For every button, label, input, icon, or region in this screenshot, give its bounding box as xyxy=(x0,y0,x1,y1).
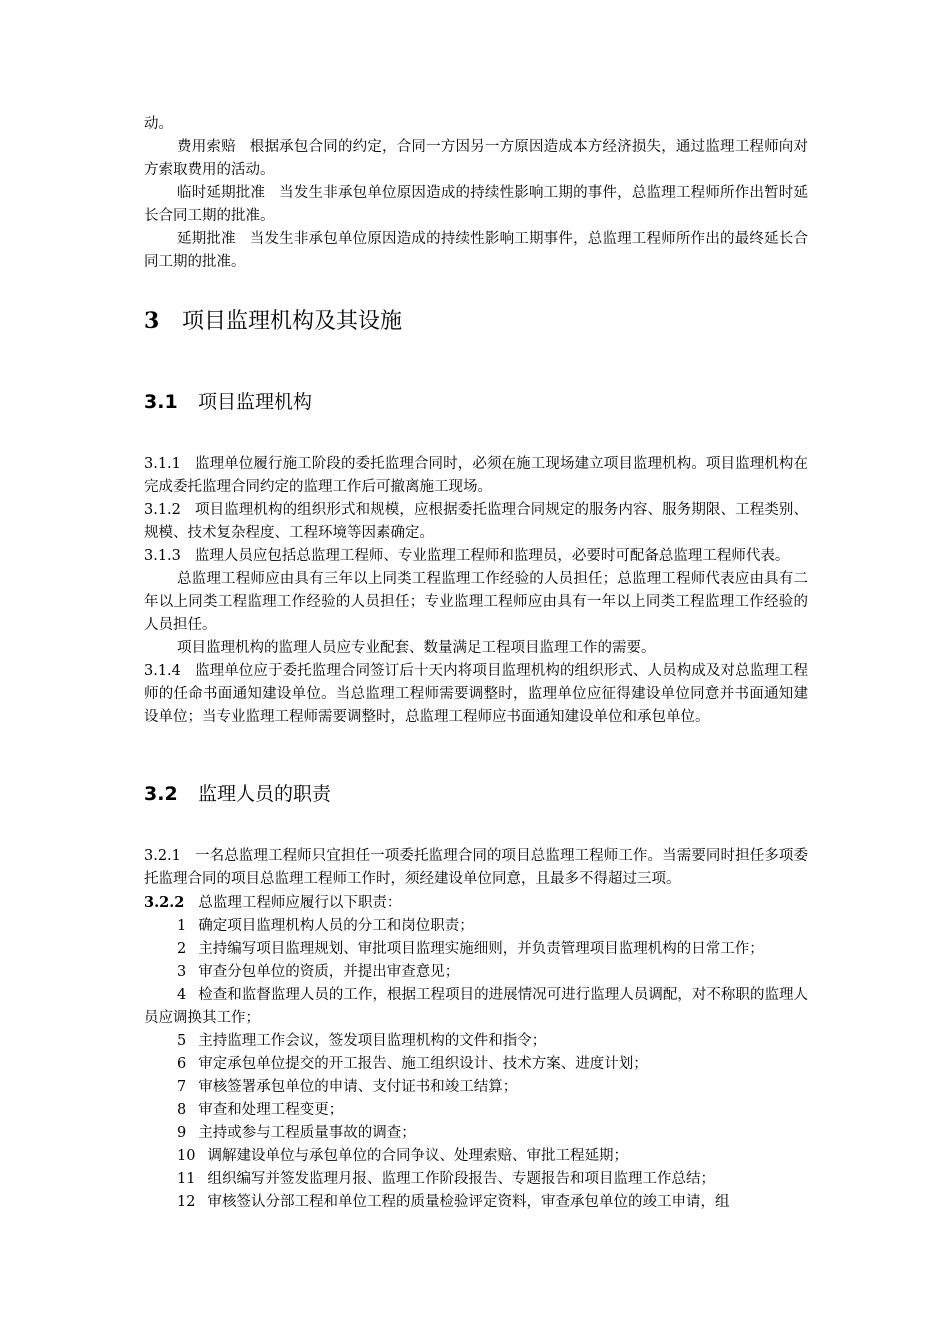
continued-text: 动。 xyxy=(144,116,173,132)
clause-number: 3.1.1 xyxy=(144,456,181,472)
clause-text: 监理单位应于委托监理合同签订后十天内将项目监理机构的组织形式、人员构成及对总监理工程师的任命书面通知建设单位。当总监理工程师需要调整时，监理单位应征得建设单位同意并书面通知建设单位；当专业监理工程师需要调整时，总监理工程师应书面通知建设单位和承包单位。 xyxy=(144,663,808,725)
duty-number: 5 xyxy=(177,1033,187,1049)
duty-number: 6 xyxy=(177,1056,187,1072)
subsection-title: 项目监理机构 xyxy=(198,391,313,413)
duty-item xyxy=(144,915,808,938)
clause xyxy=(144,891,808,915)
section-number: 3 xyxy=(144,308,160,334)
duty-text: 调解建设单位与承包单位的合同争议、处理索赔、审批工程延期； xyxy=(207,1148,628,1164)
paragraph: 项目监理机构的监理人员应专业配套、数量满足工程项目监理工作的需要。 xyxy=(177,640,656,656)
clause-number: 3.1.3 xyxy=(144,548,181,564)
duty-text: 审查和处理工程变更； xyxy=(198,1102,344,1118)
duty-item xyxy=(144,1191,808,1214)
duty-item xyxy=(144,1030,808,1053)
duty-item xyxy=(144,1168,808,1191)
clause-text: 总监理工程师应履行以下职责： xyxy=(198,895,402,911)
duty-item xyxy=(144,938,808,961)
duty-text: 审查分包单位的资质，并提出审查意见； xyxy=(198,964,460,980)
duty-number: 12 xyxy=(177,1194,196,1210)
clause-text: 一名总监理工程师只宜担任一项委托监理合同的项目总监理工程师工作。当需要同时担任多项委托监理合同的项目总监理工程师工作时，须经建设单位同意，且最多不得超过三项。 xyxy=(144,848,808,887)
duty-number: 2 xyxy=(177,941,187,957)
duty-item xyxy=(144,1076,808,1099)
clause-text: 项目监理机构的组织形式和规模，应根据委托监理合同规定的服务内容、服务期限、工程类别、规模、技术复杂程度、工程环境等因素确定。 xyxy=(144,502,808,541)
clause-number: 3.2.1 xyxy=(144,848,181,864)
duty-item xyxy=(144,1122,808,1145)
clause-number: 3.2.2 xyxy=(144,894,185,911)
duty-item xyxy=(144,961,808,984)
duty-text: 审核签认分部工程和单位工程的质量检验评定资料，审查承包单位的竣工申请，组 xyxy=(207,1194,730,1210)
clause xyxy=(144,545,808,568)
duty-number: 3 xyxy=(177,964,187,980)
duty-text: 审核签署承包单位的申请、支付证书和竣工结算； xyxy=(198,1079,518,1095)
term-definition xyxy=(144,136,808,182)
term-name: 临时延期批准 xyxy=(177,185,266,201)
subsection-heading xyxy=(144,389,808,415)
duty-text: 主持编写项目监理规划、审批项目监理实施细则，并负责管理项目监理机构的日常工作； xyxy=(198,941,764,957)
clause-text: 监理人员应包括总监理工程师、专业监理工程师和监理员，必要时可配备总监理工程师代表。 xyxy=(194,548,790,564)
duty-number: 11 xyxy=(177,1171,196,1187)
clause-text: 监理单位履行施工阶段的委托监理合同时，必须在施工现场建立项目监理机构。项目监理机构在完成委托监理合同约定的监理工作后可撤离施工现场。 xyxy=(144,456,808,495)
clause xyxy=(144,660,808,729)
subsection-number: 3.2 xyxy=(144,783,178,805)
duty-text: 组织编写并签发监理月报、监理工作阶段报告、专题报告和项目监理工作总结； xyxy=(207,1171,715,1187)
duty-number: 4 xyxy=(177,987,187,1003)
duty-text: 审定承包单位提交的开工报告、施工组织设计、技术方案、进度计划； xyxy=(198,1056,648,1072)
term-text: 根据承包合同的约定，合同一方因另一方原因造成本方经济损失，通过监理工程师向对方索取费用的活动。 xyxy=(144,139,808,178)
subsection-heading xyxy=(144,781,808,807)
subsection-title: 监理人员的职责 xyxy=(198,783,332,805)
clause xyxy=(144,499,808,545)
term-name: 费用索赔 xyxy=(177,139,236,155)
document-page xyxy=(144,113,808,1214)
paragraph: 总监理工程师应由具有三年以上同类工程监理工作经验的人员担任；总监理工程师代表应由具有二年以上同类工程监理工作经验的人员担任；专业监理工程师应由具有一年以上同类工程监理工作经验的人员担任。 xyxy=(144,571,808,633)
section-heading xyxy=(144,306,808,337)
duty-item xyxy=(144,984,808,1030)
duty-text: 主持监理工作会议，签发项目监理机构的文件和指令； xyxy=(198,1033,547,1049)
duty-item xyxy=(144,1145,808,1168)
duty-number: 8 xyxy=(177,1102,187,1118)
duty-text: 确定项目监理机构人员的分工和岗位职责； xyxy=(198,918,474,934)
duty-text: 主持或参与工程质量事故的调查； xyxy=(198,1125,416,1141)
term-definition xyxy=(144,182,808,228)
term-name: 延期批准 xyxy=(177,231,236,247)
section-title: 项目监理机构及其设施 xyxy=(182,309,403,334)
term-text: 当发生非承包单位原因造成的持续性影响工期事件，总监理工程师所作出的最终延长合同工期的批准。 xyxy=(144,231,808,270)
clause xyxy=(144,845,808,891)
term-definition xyxy=(144,228,808,274)
duty-number: 10 xyxy=(177,1148,196,1164)
subsection-number: 3.1 xyxy=(144,391,178,413)
clause-number: 3.1.4 xyxy=(144,663,181,679)
duty-text: 检查和监督监理人员的工作，根据工程项目的进展情况可进行监理人员调配，对不称职的监理人员应调换其工作； xyxy=(144,987,808,1026)
duty-item xyxy=(144,1099,808,1122)
duty-number: 9 xyxy=(177,1125,187,1141)
clause xyxy=(144,453,808,499)
clause-number: 3.1.2 xyxy=(144,502,181,518)
duty-number: 1 xyxy=(177,918,187,934)
duty-item xyxy=(144,1053,808,1076)
duty-number: 7 xyxy=(177,1079,187,1095)
term-text: 当发生非承包单位原因造成的持续性影响工期的事件，总监理工程师所作出暂时延长合同工期的批准。 xyxy=(144,185,808,224)
